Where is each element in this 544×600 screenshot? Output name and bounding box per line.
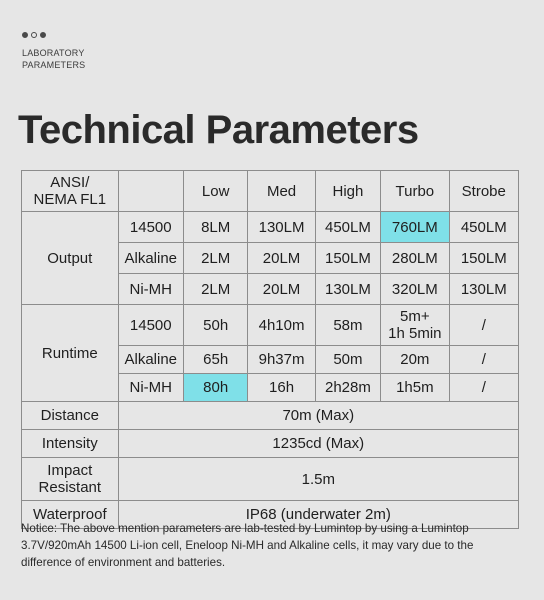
- distance-value: 70m (Max): [118, 402, 518, 430]
- value-cell: 20LM: [248, 274, 315, 305]
- value-cell: /: [449, 374, 518, 402]
- value-cell: 65h: [183, 346, 247, 374]
- value-cell: 150LM: [315, 243, 380, 274]
- dot-inactive: [40, 32, 46, 38]
- waterproof-value: IP68 (underwater 2m): [118, 501, 518, 529]
- value-cell: 16h: [248, 374, 315, 402]
- output-label: Output: [22, 212, 119, 305]
- value-cell: /: [449, 305, 518, 346]
- value-cell: 8LM: [183, 212, 247, 243]
- value-cell: 5m+ 1h 5min: [381, 305, 449, 346]
- distance-label: Distance: [22, 402, 119, 430]
- value-cell: 2LM: [183, 243, 247, 274]
- mode-header: Low: [183, 171, 247, 212]
- table-row: [22, 458, 519, 501]
- header-row: [22, 171, 519, 212]
- notice-text: Notice: The above mention parameters are lab-tested by Lumintop by using a Lumintop 3.7V/920mAh 14500 Li-ion cell, Eneloop Ni-MH and Alkaline cells, it may vary due to the difference of environment and batteries.: [21, 522, 474, 569]
- value-cell: 130LM: [248, 212, 315, 243]
- value-cell: 50h: [183, 305, 247, 346]
- value-cell: 20m: [381, 346, 449, 374]
- mode-header: High: [315, 171, 380, 212]
- value-cell: 1h5m: [381, 374, 449, 402]
- mode-header: Strobe: [449, 171, 518, 212]
- value-cell: 58m: [315, 305, 380, 346]
- impact-label: Impact Resistant: [22, 458, 119, 501]
- value-cell: 4h10m: [248, 305, 315, 346]
- battery-cell: 14500: [118, 212, 183, 243]
- value-cell: 450LM: [449, 212, 518, 243]
- value-cell: 130LM: [449, 274, 518, 305]
- table-row: [22, 430, 519, 458]
- waterproof-label: Waterproof: [22, 501, 119, 529]
- value-cell: 450LM: [315, 212, 380, 243]
- table-row: [22, 305, 519, 346]
- value-cell: 150LM: [449, 243, 518, 274]
- battery-cell: 14500: [118, 305, 183, 346]
- battery-cell: Alkaline: [118, 346, 183, 374]
- battery-cell: Ni-MH: [118, 374, 183, 402]
- intensity-label: Intensity: [22, 430, 119, 458]
- value-cell: 9h37m: [248, 346, 315, 374]
- pagination-dots: [22, 32, 46, 38]
- empty-header-cell: [118, 171, 183, 212]
- value-cell: 320LM: [381, 274, 449, 305]
- battery-cell: Alkaline: [118, 243, 183, 274]
- value-cell: 2LM: [183, 274, 247, 305]
- battery-cell: Ni-MH: [118, 274, 183, 305]
- table-row: [22, 212, 519, 243]
- value-cell: 50m: [315, 346, 380, 374]
- impact-value: 1.5m: [118, 458, 518, 501]
- section-label: LABORATORY PARAMETERS: [22, 48, 86, 70]
- dot-inactive: [31, 32, 37, 38]
- parameters-table: [21, 170, 519, 529]
- mode-header: Med: [248, 171, 315, 212]
- value-cell: 280LM: [381, 243, 449, 274]
- value-cell: 130LM: [315, 274, 380, 305]
- intensity-value: 1235cd (Max): [118, 430, 518, 458]
- table-row: [22, 402, 519, 430]
- dot-active: [22, 32, 28, 38]
- corner-cell: ANSI/ NEMA FL1: [22, 171, 119, 212]
- highlighted-value-cell: 80h: [183, 374, 247, 402]
- highlighted-value-cell: 760LM: [381, 212, 449, 243]
- value-cell: 2h28m: [315, 374, 380, 402]
- value-cell: 20LM: [248, 243, 315, 274]
- page-title: Technical Parameters: [18, 108, 419, 152]
- mode-header: Turbo: [381, 171, 449, 212]
- value-cell: /: [449, 346, 518, 374]
- runtime-label: Runtime: [22, 305, 119, 402]
